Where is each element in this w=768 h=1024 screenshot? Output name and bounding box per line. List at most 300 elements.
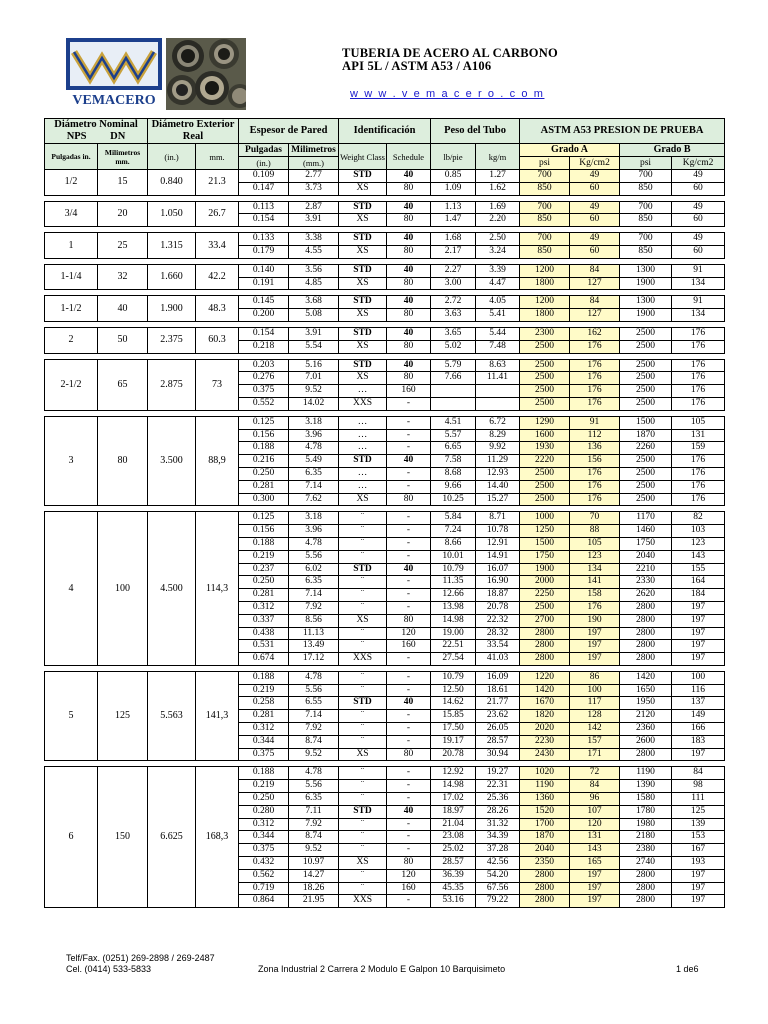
header-kg-b: Kg/cm2 — [672, 157, 725, 170]
cell-wall-in: 0.344 — [239, 735, 289, 748]
cell-wall-in: 0.280 — [239, 805, 289, 818]
cell-psi-b: 2800 — [620, 640, 672, 653]
cell-wall-mm: 5.08 — [289, 309, 339, 322]
cell-schedule: 40 — [387, 327, 431, 340]
cell-wall-mm: 5.56 — [289, 684, 339, 697]
cell-nps: 2 — [45, 327, 98, 353]
cell-weight-class: STD — [339, 359, 387, 372]
cell-psi-a: 2500 — [520, 372, 570, 385]
cell-kg-a: 49 — [570, 233, 620, 246]
cell-od-in: 3.500 — [148, 416, 196, 506]
cell-wall-mm: 3.91 — [289, 327, 339, 340]
header-pulgadas-in: Pulgadas in. — [45, 144, 98, 170]
cell-schedule: 80 — [387, 340, 431, 353]
title-line-2: API 5L / ASTM A53 / A106 — [342, 59, 492, 73]
cell-schedule: - — [387, 653, 431, 666]
cell-schedule: - — [387, 831, 431, 844]
header-identification: Identificación — [339, 119, 431, 144]
cell-lb-pie: 4.51 — [431, 416, 476, 429]
cell-kg-b: 176 — [672, 359, 725, 372]
cell-kg-m: 11.41 — [476, 372, 520, 385]
cell-psi-a: 2700 — [520, 614, 570, 627]
cell-psi-b: 850 — [620, 245, 672, 258]
cell-wall-in: 0.719 — [239, 882, 289, 895]
cell-lb-pie: 1.47 — [431, 214, 476, 227]
cell-psi-a: 2800 — [520, 869, 570, 882]
cell-kg-a: 100 — [570, 684, 620, 697]
cell-psi-b: 2210 — [620, 563, 672, 576]
cell-psi-a: 1190 — [520, 780, 570, 793]
cell-weight-class: XS — [339, 245, 387, 258]
cell-psi-b: 1580 — [620, 793, 672, 806]
cell-psi-b: 2500 — [620, 455, 672, 468]
cell-wall-in: 0.188 — [239, 767, 289, 780]
cell-psi-a: 1000 — [520, 512, 570, 525]
cell-kg-b: 143 — [672, 550, 725, 563]
cell-wall-in: 0.218 — [239, 340, 289, 353]
cell-psi-a: 1870 — [520, 831, 570, 844]
cell-schedule: 120 — [387, 627, 431, 640]
cell-kg-b: 197 — [672, 895, 725, 908]
cell-weight-class: XS — [339, 309, 387, 322]
cell-kg-b: 111 — [672, 793, 725, 806]
cell-weight-class: ¨ — [339, 767, 387, 780]
cell-schedule: - — [387, 895, 431, 908]
cell-lb-pie: 22.51 — [431, 640, 476, 653]
cell-schedule: 120 — [387, 869, 431, 882]
cell-psi-a: 1800 — [520, 277, 570, 290]
cell-kg-a: 162 — [570, 327, 620, 340]
cell-psi-b: 1870 — [620, 429, 672, 442]
cell-schedule: - — [387, 512, 431, 525]
cell-weight-class: ¨ — [339, 831, 387, 844]
cell-weight-class: XXS — [339, 653, 387, 666]
cell-wall-in: 0.188 — [239, 537, 289, 550]
cell-wall-in: 0.250 — [239, 793, 289, 806]
cell-schedule: 160 — [387, 882, 431, 895]
cell-kg-b: 60 — [672, 214, 725, 227]
cell-od-in: 0.840 — [148, 170, 196, 196]
cell-kg-m: 22.31 — [476, 780, 520, 793]
cell-weight-class: XS — [339, 182, 387, 195]
cell-schedule: - — [387, 429, 431, 442]
cell-wall-mm: 3.18 — [289, 512, 339, 525]
cell-kg-b: 134 — [672, 309, 725, 322]
cell-schedule: 80 — [387, 245, 431, 258]
cell-weight-class: STD — [339, 327, 387, 340]
header-exterior-diameter: Diámetro Exterior Real — [148, 119, 239, 144]
cell-lb-pie: 8.68 — [431, 467, 476, 480]
cell-wall-mm: 3.56 — [289, 264, 339, 277]
cell-psi-b: 1500 — [620, 416, 672, 429]
cell-psi-a: 2500 — [520, 601, 570, 614]
cell-kg-b: 84 — [672, 767, 725, 780]
cell-psi-a: 2250 — [520, 589, 570, 602]
cell-wall-in: 0.219 — [239, 780, 289, 793]
cell-psi-a: 1930 — [520, 442, 570, 455]
cell-kg-m: 8.71 — [476, 512, 520, 525]
cell-wall-in: 0.312 — [239, 601, 289, 614]
cell-lb-pie: 20.78 — [431, 748, 476, 761]
cell-lb-pie: 10.25 — [431, 493, 476, 506]
cell-wall-mm: 4.85 — [289, 277, 339, 290]
cell-dn: 25 — [98, 233, 148, 259]
cell-wall-in: 0.156 — [239, 525, 289, 538]
cell-kg-b: 116 — [672, 684, 725, 697]
cell-od-mm: 42.2 — [196, 264, 239, 290]
cell-weight-class: STD — [339, 233, 387, 246]
cell-psi-b: 850 — [620, 214, 672, 227]
cell-lb-pie: 2.17 — [431, 245, 476, 258]
cell-lb-pie: 11.35 — [431, 576, 476, 589]
header-od-in: (in.) — [148, 144, 196, 170]
cell-lb-pie: 2.72 — [431, 296, 476, 309]
cell-kg-a: 176 — [570, 372, 620, 385]
cell-kg-a: 60 — [570, 182, 620, 195]
cell-psi-b: 2260 — [620, 442, 672, 455]
cell-kg-b: 159 — [672, 442, 725, 455]
cell-weight-class: XS — [339, 372, 387, 385]
cell-kg-a: 88 — [570, 525, 620, 538]
cell-wall-in: 0.531 — [239, 640, 289, 653]
cell-kg-m: 37.28 — [476, 844, 520, 857]
cell-wall-in: 0.125 — [239, 512, 289, 525]
cell-wall-in: 0.552 — [239, 397, 289, 410]
cell-wall-mm: 5.56 — [289, 550, 339, 563]
cell-kg-b: 103 — [672, 525, 725, 538]
cell-od-mm: 141,3 — [196, 671, 239, 761]
cell-psi-a: 2500 — [520, 467, 570, 480]
cell-kg-b: 193 — [672, 857, 725, 870]
cell-kg-b: 176 — [672, 372, 725, 385]
cell-lb-pie: 9.66 — [431, 480, 476, 493]
cell-wall-in: 0.258 — [239, 697, 289, 710]
cell-wall-mm: 7.14 — [289, 480, 339, 493]
cell-weight-class: … — [339, 467, 387, 480]
cell-wall-in: 0.864 — [239, 895, 289, 908]
header-pulgadas: Pulgadas — [239, 144, 289, 157]
cell-psi-a: 1820 — [520, 710, 570, 723]
cell-psi-a: 700 — [520, 233, 570, 246]
pipe-spec-table — [44, 118, 725, 908]
title-line-1: TUBERIA DE ACERO AL CARBONO — [342, 46, 558, 60]
cell-wall-mm: 21.95 — [289, 895, 339, 908]
cell-psi-b: 1460 — [620, 525, 672, 538]
cell-od-in: 6.625 — [148, 767, 196, 908]
cell-kg-m: 28.26 — [476, 805, 520, 818]
cell-kg-b: 176 — [672, 397, 725, 410]
cell-nps: 1-1/4 — [45, 264, 98, 290]
cell-wall-in: 0.281 — [239, 589, 289, 602]
cell-psi-b: 1950 — [620, 697, 672, 710]
cell-kg-m: 3.39 — [476, 264, 520, 277]
cell-kg-b: 49 — [672, 233, 725, 246]
cell-psi-a: 1200 — [520, 264, 570, 277]
cell-kg-b: 153 — [672, 831, 725, 844]
cell-psi-b: 2740 — [620, 857, 672, 870]
cell-wall-in: 0.312 — [239, 723, 289, 736]
cell-kg-a: 49 — [570, 170, 620, 183]
table-row — [45, 170, 725, 183]
cell-od-in: 1.900 — [148, 296, 196, 322]
header-astm-test-pressure: ASTM A53 PRESION DE PRUEBA — [520, 119, 725, 144]
cell-schedule: 80 — [387, 493, 431, 506]
cell-od-mm: 73 — [196, 359, 239, 410]
cell-kg-b: 105 — [672, 416, 725, 429]
cell-schedule: 40 — [387, 805, 431, 818]
cell-weight-class: … — [339, 416, 387, 429]
cell-lb-pie: 3.63 — [431, 309, 476, 322]
cell-psi-a: 1800 — [520, 309, 570, 322]
cell-kg-a: 156 — [570, 455, 620, 468]
cell-wall-mm: 3.96 — [289, 525, 339, 538]
cell-kg-b: 183 — [672, 735, 725, 748]
cell-kg-m: 79.22 — [476, 895, 520, 908]
cell-weight-class: ¨ — [339, 550, 387, 563]
cell-wall-mm: 4.78 — [289, 537, 339, 550]
cell-wall-mm: 6.55 — [289, 697, 339, 710]
cell-kg-b: 176 — [672, 327, 725, 340]
cell-psi-a: 2500 — [520, 493, 570, 506]
cell-schedule: - — [387, 576, 431, 589]
cell-psi-a: 2020 — [520, 723, 570, 736]
cell-weight-class: XS — [339, 277, 387, 290]
cell-kg-a: 84 — [570, 264, 620, 277]
cell-kg-m: 14.40 — [476, 480, 520, 493]
cell-kg-m: 67.56 — [476, 882, 520, 895]
cell-kg-m — [476, 385, 520, 398]
cell-kg-a: 49 — [570, 201, 620, 214]
header-pipe-weight: Peso del Tubo — [431, 119, 520, 144]
footer-page-number: 1 de6 — [676, 964, 699, 974]
cell-schedule: 40 — [387, 296, 431, 309]
cell-wall-mm: 7.01 — [289, 372, 339, 385]
cell-schedule: - — [387, 844, 431, 857]
cell-wall-mm: 7.92 — [289, 601, 339, 614]
cell-weight-class: XS — [339, 857, 387, 870]
cell-lb-pie: 1.09 — [431, 182, 476, 195]
cell-dn: 80 — [98, 416, 148, 506]
cell-kg-a: 197 — [570, 627, 620, 640]
cell-od-in: 1.315 — [148, 233, 196, 259]
cell-psi-a: 2800 — [520, 640, 570, 653]
cell-kg-a: 176 — [570, 493, 620, 506]
cell-schedule: 40 — [387, 359, 431, 372]
cell-schedule: 40 — [387, 170, 431, 183]
cell-psi-a: 2350 — [520, 857, 570, 870]
cell-wall-mm: 10.97 — [289, 857, 339, 870]
cell-psi-b: 2180 — [620, 831, 672, 844]
cell-kg-b: 60 — [672, 182, 725, 195]
header-grado-a: Grado A — [520, 144, 620, 157]
cell-wall-mm: 4.78 — [289, 767, 339, 780]
cell-lb-pie: 5.57 — [431, 429, 476, 442]
cell-wall-mm: 6.35 — [289, 576, 339, 589]
cell-psi-a: 1360 — [520, 793, 570, 806]
header-grado-b: Grado B — [620, 144, 725, 157]
cell-wall-mm: 4.78 — [289, 671, 339, 684]
cell-psi-b: 1900 — [620, 277, 672, 290]
cell-nps: 4 — [45, 512, 98, 666]
cell-od-in: 4.500 — [148, 512, 196, 666]
cell-lb-pie: 6.65 — [431, 442, 476, 455]
cell-kg-a: 131 — [570, 831, 620, 844]
cell-kg-m: 54.20 — [476, 869, 520, 882]
cell-wall-mm: 3.18 — [289, 416, 339, 429]
cell-schedule: 40 — [387, 264, 431, 277]
cell-kg-m: 16.09 — [476, 671, 520, 684]
cell-weight-class: ¨ — [339, 640, 387, 653]
cell-wall-mm: 3.73 — [289, 182, 339, 195]
cell-od-mm: 33.4 — [196, 233, 239, 259]
cell-psi-a: 1020 — [520, 767, 570, 780]
cell-kg-b: 197 — [672, 614, 725, 627]
website-link[interactable]: w w w . v e m a c e r o . c o m — [350, 88, 545, 100]
cell-kg-m: 7.48 — [476, 340, 520, 353]
cell-kg-a: 112 — [570, 429, 620, 442]
cell-psi-b: 1780 — [620, 805, 672, 818]
cell-kg-a: 142 — [570, 723, 620, 736]
cell-schedule: - — [387, 684, 431, 697]
cell-kg-b: 137 — [672, 697, 725, 710]
cell-kg-b: 176 — [672, 385, 725, 398]
cell-kg-b: 82 — [672, 512, 725, 525]
cell-wall-in: 0.250 — [239, 467, 289, 480]
cell-wall-in: 0.438 — [239, 627, 289, 640]
cell-psi-a: 2800 — [520, 882, 570, 895]
cell-nps: 1 — [45, 233, 98, 259]
cell-wall-in: 0.674 — [239, 653, 289, 666]
cell-psi-b: 1390 — [620, 780, 672, 793]
cell-wall-in: 0.203 — [239, 359, 289, 372]
cell-lb-pie: 36.39 — [431, 869, 476, 882]
cell-wall-in: 0.375 — [239, 385, 289, 398]
cell-od-in: 2.375 — [148, 327, 196, 353]
cell-kg-a: 86 — [570, 671, 620, 684]
cell-lb-pie: 25.02 — [431, 844, 476, 857]
cell-schedule: 160 — [387, 640, 431, 653]
cell-weight-class: STD — [339, 201, 387, 214]
cell-kg-b: 91 — [672, 296, 725, 309]
cell-weight-class: ¨ — [339, 627, 387, 640]
cell-wall-mm: 14.02 — [289, 397, 339, 410]
cell-psi-a: 2500 — [520, 480, 570, 493]
cell-kg-m: 18.61 — [476, 684, 520, 697]
cell-kg-m: 4.47 — [476, 277, 520, 290]
cell-kg-m: 30.94 — [476, 748, 520, 761]
cell-wall-mm: 9.52 — [289, 385, 339, 398]
cell-weight-class: ¨ — [339, 537, 387, 550]
cell-wall-in: 0.216 — [239, 455, 289, 468]
cell-lb-pie: 12.66 — [431, 589, 476, 602]
cell-kg-a: 197 — [570, 895, 620, 908]
cell-lb-pie: 17.50 — [431, 723, 476, 736]
cell-kg-b: 197 — [672, 627, 725, 640]
header-lb-pie: lb/pie — [431, 144, 476, 170]
cell-weight-class: STD — [339, 805, 387, 818]
cell-kg-m: 18.87 — [476, 589, 520, 602]
cell-lb-pie: 18.97 — [431, 805, 476, 818]
cell-psi-b: 2500 — [620, 327, 672, 340]
cell-psi-b: 2800 — [620, 653, 672, 666]
cell-kg-a: 136 — [570, 442, 620, 455]
cell-kg-a: 143 — [570, 844, 620, 857]
cell-kg-m: 4.05 — [476, 296, 520, 309]
cell-lb-pie: 0.85 — [431, 170, 476, 183]
cell-wall-mm: 14.27 — [289, 869, 339, 882]
cell-psi-a: 2300 — [520, 327, 570, 340]
cell-wall-mm: 18.26 — [289, 882, 339, 895]
cell-schedule: 80 — [387, 277, 431, 290]
cell-wall-in: 0.276 — [239, 372, 289, 385]
cell-kg-a: 197 — [570, 640, 620, 653]
cell-od-in: 1.050 — [148, 201, 196, 227]
cell-wall-mm: 9.52 — [289, 844, 339, 857]
cell-kg-m: 1.69 — [476, 201, 520, 214]
cell-psi-a: 1290 — [520, 416, 570, 429]
cell-psi-b: 2500 — [620, 385, 672, 398]
cell-kg-a: 91 — [570, 416, 620, 429]
cell-kg-b: 176 — [672, 340, 725, 353]
pipes-photo — [166, 38, 246, 110]
cell-kg-b: 125 — [672, 805, 725, 818]
cell-psi-b: 2800 — [620, 627, 672, 640]
cell-schedule: - — [387, 467, 431, 480]
cell-wall-mm: 8.74 — [289, 831, 339, 844]
cell-wall-mm: 8.74 — [289, 735, 339, 748]
cell-nps: 1/2 — [45, 170, 98, 196]
cell-psi-b: 1900 — [620, 309, 672, 322]
header-schedule: Schedule — [387, 144, 431, 170]
cell-lb-pie: 12.50 — [431, 684, 476, 697]
cell-lb-pie: 19.00 — [431, 627, 476, 640]
cell-weight-class: XXS — [339, 895, 387, 908]
cell-psi-a: 1520 — [520, 805, 570, 818]
cell-kg-b: 197 — [672, 748, 725, 761]
cell-dn: 32 — [98, 264, 148, 290]
cell-kg-m: 16.90 — [476, 576, 520, 589]
cell-weight-class: ¨ — [339, 671, 387, 684]
table-row — [45, 416, 725, 429]
cell-wall-in: 0.188 — [239, 442, 289, 455]
cell-od-in: 2.875 — [148, 359, 196, 410]
table-row — [45, 767, 725, 780]
cell-psi-b: 2380 — [620, 844, 672, 857]
cell-kg-m: 28.32 — [476, 627, 520, 640]
cell-schedule: 40 — [387, 455, 431, 468]
cell-kg-a: 120 — [570, 818, 620, 831]
cell-schedule: - — [387, 589, 431, 602]
table-row — [45, 296, 725, 309]
cell-psi-a: 1670 — [520, 697, 570, 710]
header-wall-thickness: Espesor de Pared — [239, 119, 339, 144]
cell-lb-pie: 10.79 — [431, 671, 476, 684]
cell-psi-b: 2040 — [620, 550, 672, 563]
cell-wall-mm: 3.91 — [289, 214, 339, 227]
cell-psi-b: 2500 — [620, 467, 672, 480]
cell-kg-b: 139 — [672, 818, 725, 831]
cell-psi-a: 1750 — [520, 550, 570, 563]
cell-psi-b: 2800 — [620, 882, 672, 895]
cell-schedule: - — [387, 818, 431, 831]
cell-kg-a: 123 — [570, 550, 620, 563]
cell-weight-class: XS — [339, 340, 387, 353]
cell-kg-m: 28.57 — [476, 735, 520, 748]
cell-kg-m: 2.50 — [476, 233, 520, 246]
table-row — [45, 264, 725, 277]
cell-schedule: 40 — [387, 697, 431, 710]
cell-wall-in: 0.375 — [239, 748, 289, 761]
